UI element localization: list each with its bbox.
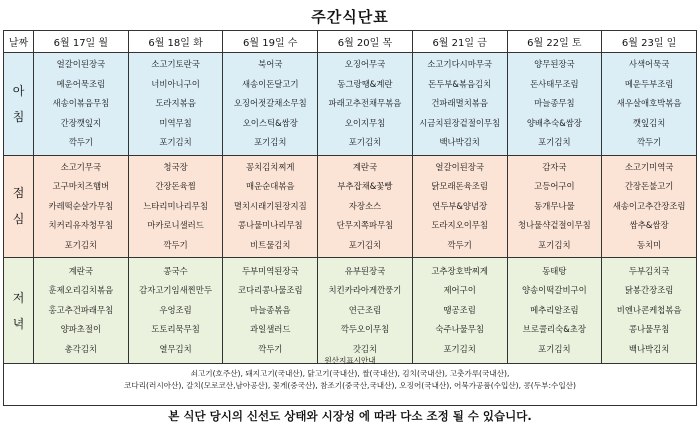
dish-item: 꽁치김치찌게 [245, 161, 295, 172]
dish-item: 부추잡채&꽃빵 [337, 181, 393, 191]
dish-item: 포기김치 [348, 239, 382, 250]
dish-item: 오이지무침 [344, 117, 386, 128]
dish-item: 고구마치즈햄버 [52, 181, 110, 191]
meal-label-char: 아 [12, 83, 25, 98]
dish-item: 포기김치 [159, 137, 192, 147]
dish-item: 마카로니샐러드 [147, 220, 204, 230]
dish-item: 포기김치 [538, 343, 571, 354]
dish-item: 새송이고추간장조림 [612, 200, 686, 211]
dish-item: 콩국수 [163, 265, 188, 276]
lunch-row [4, 155, 697, 258]
dish-item: 청나물샥겉절이무침 [517, 220, 591, 230]
menu-cell [34, 53, 129, 156]
dish-item: 간장돈불고기 [624, 181, 674, 191]
dish-item: 간장돈육찜 [155, 181, 196, 191]
dish-item: 제어구이 [443, 285, 476, 296]
dish-item: 백나박김치 [628, 343, 670, 354]
meal-label-char: 녁 [12, 316, 25, 331]
dish-item: 쌈추&쌈장 [629, 220, 669, 230]
dish-item: 감자고기임새찐만두 [139, 285, 212, 296]
meal-label-char: 저 [12, 290, 25, 305]
dish-item: 닭봉간장조림 [624, 285, 674, 296]
dish-item: 북어국 [258, 59, 283, 69]
dish-item: 소고기미역국 [624, 161, 674, 172]
day-header: 6월 22일 토 [507, 31, 602, 53]
origin-line: 쇠고기(호주산), 돼지고기(국내산), 닭고기(국내산), 쌀(국내산), 김치(국내산), 고춧가루(국내산), [190, 368, 510, 378]
dish-item: 파래고추전채무볶음 [328, 98, 402, 108]
dish-item: 우엉조림 [159, 304, 192, 315]
weekly-menu-table [3, 30, 697, 364]
menu-cell [223, 258, 318, 364]
dish-item: 닭모래돈육조림 [431, 181, 488, 191]
meal-label-char: 점 [12, 186, 25, 201]
dish-item: 포기김치 [538, 239, 571, 250]
dish-item: 미역무침 [159, 117, 192, 128]
dish-item: 훈제오리김치볶음 [48, 285, 114, 296]
menu-cell [223, 155, 318, 258]
menu-cell [34, 155, 129, 258]
dish-item: 양파초절이 [60, 324, 102, 335]
dish-item: 계란국 [68, 265, 93, 276]
dish-item: 두부김치국 [628, 265, 670, 276]
dish-item: 도라지볶음 [155, 98, 196, 108]
menu-cell [602, 258, 697, 364]
dish-item: 메추리알조림 [530, 304, 579, 315]
dish-item: 사색어묵국 [628, 59, 670, 69]
menu-cell [128, 155, 223, 258]
menu-cell [318, 53, 413, 156]
dish-item: 브로콜리숙&초장 [522, 324, 586, 335]
menu-cell [602, 53, 697, 156]
dish-item: 얼갈이된장국 [56, 59, 106, 69]
dish-item: 포기김치 [254, 137, 287, 147]
menu-cell [223, 53, 318, 156]
corner-label: 날짜 [4, 31, 34, 53]
dish-item: 카레떡순살가무침 [48, 200, 114, 211]
dish-item: 소고기토란국 [151, 59, 200, 69]
dish-item: 새송이돈달고기 [241, 78, 299, 89]
dish-item: 치커리유자청무침 [48, 220, 114, 230]
dish-item: 포기김치 [348, 137, 382, 147]
dish-item: 도라지오이무침 [431, 220, 488, 230]
dish-item: 계란국 [352, 161, 378, 172]
dish-item: 단무지쪽파무침 [336, 220, 394, 230]
dish-item: 두부미역된장국 [241, 265, 299, 276]
dish-item: 포기김치 [538, 137, 571, 147]
day-header: 6월 18일 화 [128, 31, 223, 53]
dish-item: 비트물김치 [250, 239, 291, 250]
dish-item: 얼갈이된장국 [435, 161, 484, 172]
dish-item: 양무된장국 [534, 59, 575, 69]
dish-item: 열무김치 [159, 343, 192, 354]
date-header-row [4, 31, 697, 53]
menu-cell [128, 258, 223, 364]
dish-item: 고등어구이 [534, 181, 575, 191]
dish-item: 백나박김치 [439, 137, 480, 147]
dish-item: 마늘종볶음 [250, 304, 291, 315]
dish-item: 코다리콩나물조림 [237, 285, 303, 296]
meal-label [4, 155, 34, 258]
dish-item: 땡공조림 [443, 304, 476, 315]
dish-item: 비엔나콘케첩볶음 [616, 304, 682, 315]
dish-item: 콩나물미나리무침 [237, 220, 303, 230]
menu-cell [318, 155, 413, 258]
dish-item: 건파래멸치볶음 [431, 98, 488, 108]
dish-item: 오이스틱&쌈장 [242, 117, 298, 128]
dish-item: 과일샐러드 [250, 324, 291, 335]
dish-item: 새우살애호박볶음 [616, 98, 682, 108]
dish-item: 깍두기 [447, 239, 472, 250]
dish-item: 너비아니구이 [151, 78, 200, 89]
dish-item: 포기김치 [64, 239, 98, 250]
dish-item: 오징어젓갈채소무침 [233, 98, 307, 108]
menu-cell [602, 155, 697, 258]
dish-item: 깍두기 [636, 137, 662, 147]
menu-cell [507, 155, 602, 258]
dish-item: 양배추숙&쌈장 [526, 117, 582, 128]
dish-item: 돈사태무조림 [530, 78, 579, 89]
day-header: 6월 17일 월 [34, 31, 129, 53]
dish-item: 깍두기 [258, 343, 283, 354]
origin-heading: 원산지표시안내 [324, 356, 376, 365]
day-header: 6월 19일 수 [223, 31, 318, 53]
dish-item: 양송이떡갈비구이 [522, 285, 587, 296]
dish-item: 깍두오이무침 [340, 324, 390, 335]
dish-item: 총각김치 [64, 343, 98, 354]
dish-item: 연두부&양념장 [432, 200, 488, 211]
meal-label-char: 심 [12, 212, 25, 227]
page-title: 주간식단표 [311, 8, 389, 26]
dish-item: 깍두기 [68, 137, 93, 147]
menu-cell [412, 258, 507, 364]
dish-item: 숙주나물무침 [435, 324, 484, 335]
meal-label-char: 침 [12, 109, 25, 124]
meal-label [4, 53, 34, 156]
dish-item: 청국장 [163, 161, 188, 172]
dish-item: 새송이볶음무침 [52, 98, 110, 108]
dish-item: 포기김치 [443, 343, 476, 354]
dish-item: 오징어무국 [344, 59, 386, 69]
notice-text: 본 식단 당시의 신선도 상태와 시장성 에 따라 다소 조정 될 수 있습니다. [168, 409, 532, 423]
dish-item: 소고기다시마무국 [427, 59, 493, 69]
day-header: 6월 20일 목 [318, 31, 413, 53]
dish-item: 마늘종무침 [534, 98, 575, 108]
menu-cell [507, 258, 602, 364]
origin-info [3, 355, 697, 406]
dish-item: 간장깻잎지 [60, 117, 102, 128]
dish-item: 동그랑땡&계란 [337, 78, 393, 89]
dish-item: 동개무나물 [534, 200, 575, 211]
dish-item: 동치미 [636, 239, 662, 250]
dish-item: 깍두기 [163, 239, 188, 250]
dish-item: 홍고추건파래무침 [48, 304, 114, 315]
breakfast-row [4, 53, 697, 156]
origin-line: 코다리(러시아산), 갈치(모로코산,남아공산), 꽃게(중국산), 참조기(중국산,국내산), 오징어(국내산), 어묵가공품(수입산), 콩(두부:수입산) [124, 381, 576, 390]
dish-item: 깻잎김치 [632, 117, 666, 128]
dish-item: 메운어묵조림 [56, 78, 106, 89]
dish-item: 메운두부조림 [624, 78, 674, 89]
menu-cell [34, 258, 129, 364]
dish-item: 멸치시래기된장지짐 [233, 200, 307, 211]
menu-cell [507, 53, 602, 156]
dish-item: 소고기무국 [60, 161, 102, 172]
dish-item: 치킨카라아게깐풍기 [328, 285, 402, 296]
dish-item: 콩나물무침 [628, 324, 670, 335]
dish-item: 동태탕 [542, 265, 567, 276]
dish-item: 시금치된장겉절이무침 [419, 117, 501, 128]
day-header: 6월 23일 일 [602, 31, 697, 53]
dish-item: 고추장호박찌게 [431, 265, 488, 276]
dish-item: 도토리묵무침 [151, 324, 200, 335]
dish-item: 연근조림 [348, 304, 382, 315]
menu-cell [412, 155, 507, 258]
dinner-row [4, 258, 697, 364]
dish-item: 자장소스 [348, 200, 382, 211]
dish-item: 매운순대볶음 [245, 181, 295, 191]
dish-item: 돈두부&볶음김치 [428, 78, 492, 89]
dish-item: 유부된장국 [344, 265, 386, 276]
dish-item: 느타리미나리무침 [143, 200, 208, 211]
day-header: 6월 21일 금 [412, 31, 507, 53]
menu-cell [128, 53, 223, 156]
menu-cell [318, 258, 413, 364]
dish-item: 갓김치 [352, 343, 378, 354]
meal-label [4, 258, 34, 364]
menu-cell [412, 53, 507, 156]
dish-item: 감자국 [542, 161, 567, 172]
